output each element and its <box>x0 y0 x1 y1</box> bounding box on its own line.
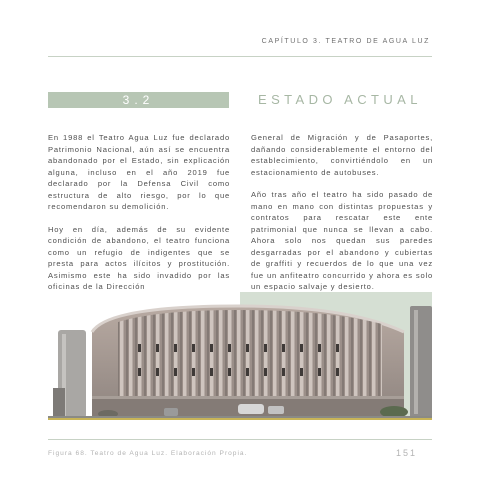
theatre-photo <box>48 292 432 420</box>
text-column-left <box>48 132 230 304</box>
page-number: 151 <box>395 448 417 458</box>
paragraph: En 1988 el Teatro Agua Luz fue declarado Patrimonio Nacional, aún así se encuentra abandonado por el Estado, sin explicación alguna, incluso en el año 2019 fue declarado por la Defensa Civil como estructura de alto riesgo, por lo que recomendaron su demolición. <box>48 133 230 211</box>
section-number-badge: 3.2 <box>48 92 229 108</box>
footer-divider <box>48 439 432 440</box>
header-divider <box>48 56 432 57</box>
figure-caption: Figura 68. Teatro de Agua Luz. Elaboración Propia. <box>48 450 248 457</box>
paragraph: General de Migración y de Pasaportes, dañando considerablemente el entorno del establecimiento, convirtiéndolo en un estacionamiento de autobuses. <box>251 133 433 177</box>
paragraph: Año tras año el teatro ha sido pasado de mano en mano con distintas propuestas y contratos para rescatar este ente patrimonial que nunca se llevan a cabo. Ahora solo nos quedan sus paredes desgarradas por el abandono y cubiertas de graffiti y recuerdos de lo que una vez fue un anfiteatro concurrido y ahora es solo un espacio salvaje y desierto. <box>251 190 433 291</box>
text-column-right <box>251 132 433 304</box>
section-title: ESTADO ACTUAL <box>258 92 422 107</box>
chapter-header: CAPÍTULO 3. TEATRO DE AGUA LUZ <box>261 38 430 45</box>
paragraph: Hoy en día, además de su evidente condición de abandono, el teatro funciona como un refugio de indigentes que se presta para actos ilícitos y prostitución. Asimismo este ha sido invadido por las oficinas de la Dirección <box>48 224 230 291</box>
